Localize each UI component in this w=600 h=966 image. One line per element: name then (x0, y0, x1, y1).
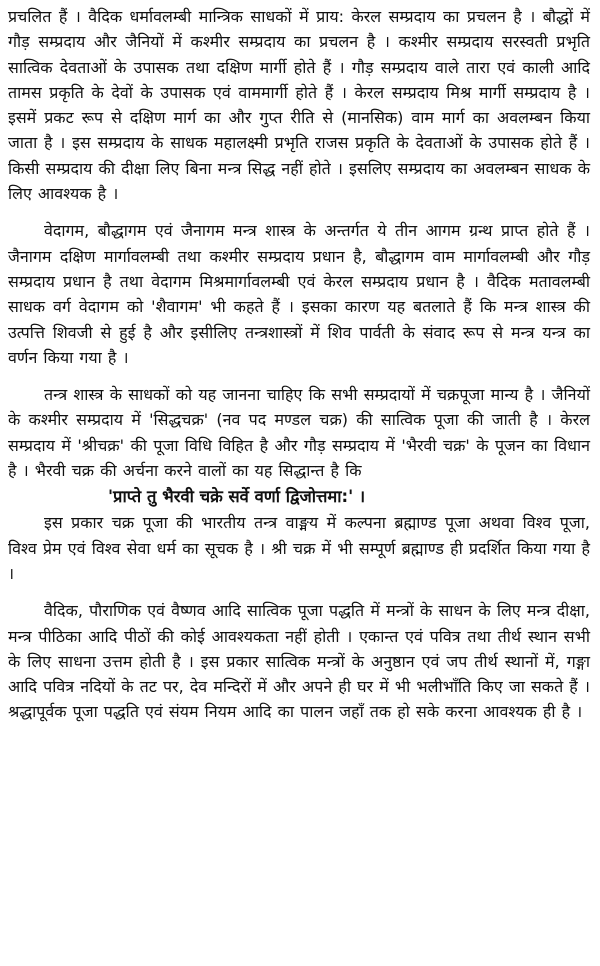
paragraph-continued: प्रचलित हैं । वैदिक धर्मावलम्बी मान्त्रिक साधकों में प्राय: केरल सम्प्रदाय का प्रचलन है । बौद्धों में गौड़ सम्प्रदाय और जैनियों में कश्मीर सम्प्रदाय का प्रचलन है । कश्मीर सम्प्रदाय सरस्वती प्रभृति सात्विक देवताओं के उपासक तथा दक्षिण मार्गी होते हैं । गौड़ सम्प्रदाय वाले तारा एवं काली आदि तामस प्रकृति के देवों के उपासक एवं वाममार्गी होते हैं । केरल सम्प्रदाय मिश्र मार्गी सम्प्रदाय है । इसमें प्रकट रूप से दक्षिण मार्ग का और गुप्त रीति से (मानसिक) वाम मार्ग का अवलम्बन किया जाता है । इस सम्प्रदाय के साधक महालक्ष्मी प्रभृति राजस प्रकृति के देवताओं के उपासक होते हैं । किसी सम्प्रदाय की दीक्षा लिए बिना मन्त्र सिद्ध नहीं होते । इसलिए सम्प्रदाय का अवलम्बन साधक के लिए आवश्यक है । (8, 7, 590, 204)
paragraph-agama-texts: वेदागम, बौद्धागम एवं जैनागम मन्त्र शास्त्र के अन्तर्गत ये तीन आगम ग्रन्थ प्राप्त होते हैं । जैनागम दक्षिण मार्गावलम्बी तथा कश्मीर सम्प्रदाय प्रधान है, बौद्धागम वाम मार्गावलम्बी और गौड़ सम्प्रदाय प्रधान है तथा वेदागम मिश्रमार्गावलम्बी एवं केरल सम्प्रदाय प्रधान है । वैदिक मतावलम्बी साधक वर्ग वेदागम को 'शैवागम' भी कहते हैं । इसका कारण यह बतलाते हैं कि मन्त्र शास्त्र की उत्पत्ति शिवजी से हुई है और इसीलिए तन्त्रशास्त्रों में शिव पार्वती के संवाद रूप से मन्त्र यन्त्र का वर्णन किया गया है । (8, 221, 590, 367)
sanskrit-verse: 'प्राप्ते तु भैरवी चक्रे सर्वे वर्णा द्विजोत्तमा:' । (108, 487, 366, 507)
paragraph-satvik-puja: वैदिक, पौराणिक एवं वैष्णव आदि सात्विक पूजा पद्धति में मन्त्रों के साधन के लिए मन्त्र दीक्षा, मन्त्र पीठिका आदि पीठों की कोई आवश्यकता नहीं होती । एकान्त एवं पवित्र तथा तीर्थ स्थान सभी के लिए साधना उत्तम होती है । इस प्रकार सात्विक मन्त्रों के अनुष्ठान एवं जप तीर्थ स्थानों में, गङ्गा आदि पवित्र नदियों के तट पर, देव मन्दिरों में और अपने ही घर में भी भलीभाँति किए जा सकते हैं । श्रद्धापूर्वक पूजा पद्धति एवं संयम नियम आदि का पालन जहाँ तक हो सके करना आवश्यक ही है । (8, 601, 590, 722)
paragraph-brahmanda-puja: इस प्रकार चक्र पूजा की भारतीय तन्त्र वाङ्मय में कल्पना ब्रह्माण्ड पूजा अथवा विश्व पूजा, विश्व प्रेम एवं विश्व सेवा धर्म का सूचक है । श्री चक्र में भी सम्पूर्ण ब्रह्माण्ड ही प्रदर्शित किया गया है । (8, 513, 590, 583)
paragraph-chakra-puja: तन्त्र शास्त्र के साधकों को यह जानना चाहिए कि सभी सम्प्रदायों में चक्रपूजा मान्य है । जैनियों के कश्मीर सम्प्रदाय में 'सिद्धचक्र' (नव पद मण्डल चक्र) की सात्विक पूजा की जाती है । केरल सम्प्रदाय में 'श्रीचक्र' की पूजा विधि विहित है और गौड़ सम्प्रदाय में 'भैरवी चक्र' के पूजन का विधान है । भैरवी चक्र की अर्चना करने वालों का यह सिद्धान्त है कि (8, 385, 590, 481)
